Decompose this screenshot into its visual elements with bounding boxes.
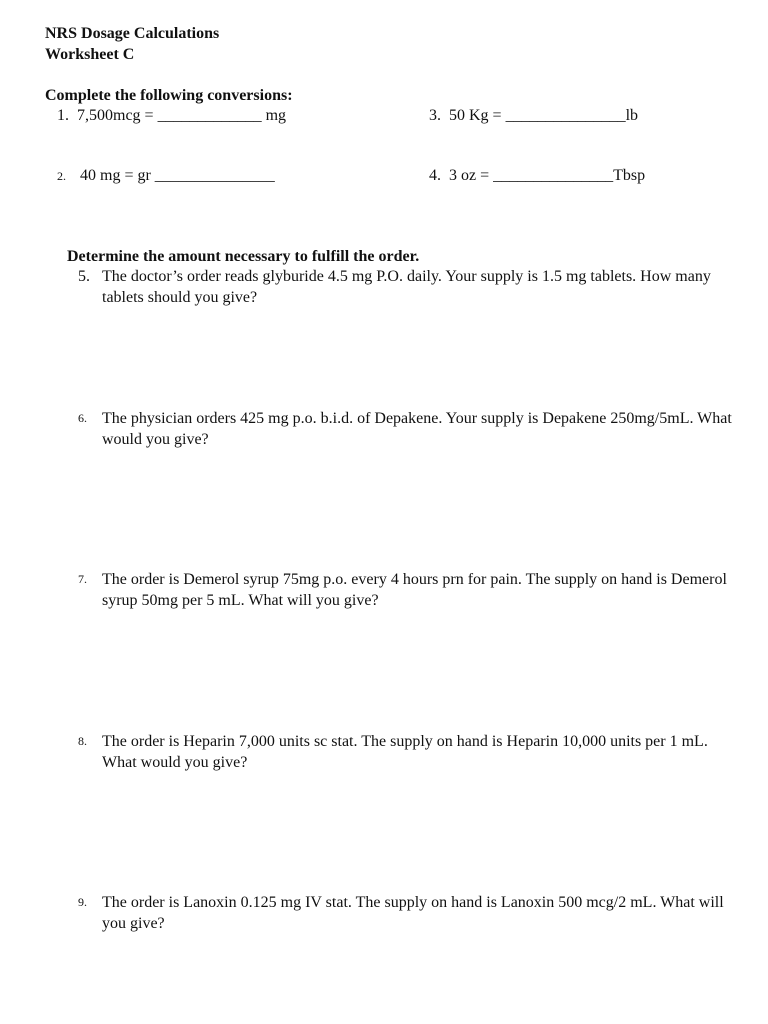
question-text: The order is Heparin 7,000 units sc stat. The supply on hand is Heparin 10,000 units per 1 mL. What would you give?	[102, 733, 708, 771]
question-text: The order is Lanoxin 0.125 mg IV stat. The supply on hand is Lanoxin 500 mcg/2 mL. What will you give?	[102, 894, 724, 932]
question-number: 6.	[78, 411, 87, 425]
question-number: 9.	[78, 895, 87, 909]
orders-heading: Determine the amount necessary to fulfill the order.	[67, 248, 420, 265]
question-text: The doctor’s order reads glyburide 4.5 mg P.O. daily. Your supply is 1.5 mg tablets. How many tablets should you give?	[102, 268, 711, 306]
conversion-text: 3 oz = _______________Tbsp	[449, 167, 646, 184]
conversion-text: 50 Kg = _______________lb	[449, 107, 639, 124]
conversion-item-1	[57, 105, 286, 126]
conversion-text: 7,500mcg = _____________ mg	[77, 107, 287, 124]
question-number: 5.	[78, 268, 90, 285]
worksheet-title: NRS Dosage Calculations	[45, 25, 220, 42]
question-number: 7.	[78, 572, 87, 586]
question-text: The physician orders 425 mg p.o. b.i.d. of Depakene. Your supply is Depakene 250mg/5mL. What would you give?	[102, 410, 732, 448]
conversions-heading: Complete the following conversions:	[45, 87, 293, 104]
conversion-item-2	[57, 165, 275, 187]
conversion-text: 40 mg = gr _______________	[80, 167, 275, 184]
conversion-item-3	[429, 105, 638, 126]
worksheet-subtitle: Worksheet C	[45, 46, 135, 63]
question-text: The order is Demerol syrup 75mg p.o. every 4 hours prn for pain. The supply on hand is Demerol syrup 50mg per 5 mL. What will you give?	[102, 571, 727, 609]
conversion-number: 4.	[429, 167, 441, 184]
conversion-number: 1.	[57, 107, 69, 124]
conversion-item-4	[429, 165, 645, 186]
conversion-number: 2.	[57, 169, 66, 183]
conversion-number: 3.	[429, 107, 441, 124]
question-number: 8.	[78, 734, 87, 748]
